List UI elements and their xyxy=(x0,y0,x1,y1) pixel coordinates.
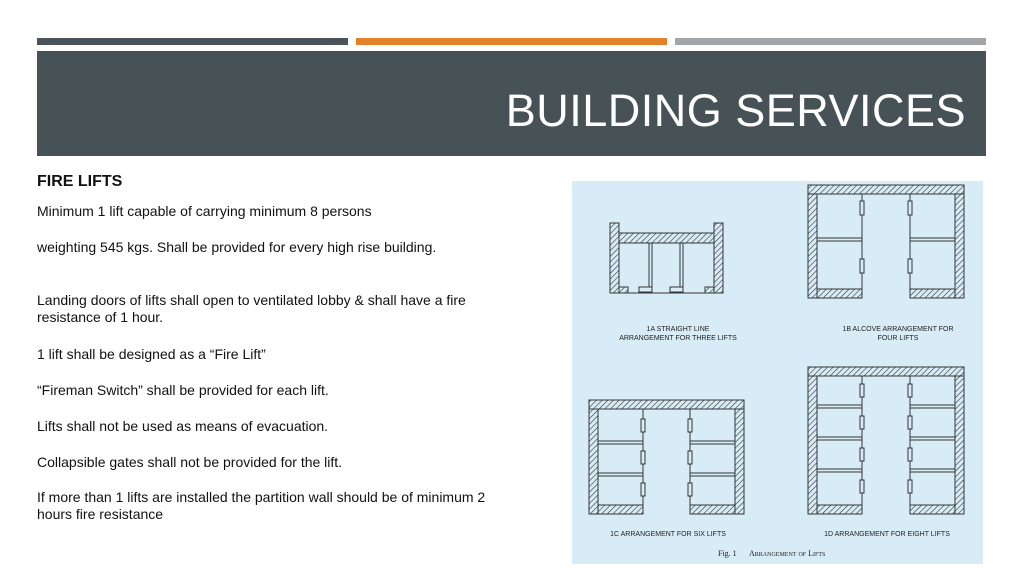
paragraph-7: Collapsible gates shall not be provided for the lift. xyxy=(37,454,343,470)
figure-title: Arrangement of Lifts xyxy=(749,549,826,558)
paragraph-4: 1 lift shall be designed as a “Fire Lift” xyxy=(37,346,266,362)
paragraph-6: Lifts shall not be used as means of evacuation. xyxy=(37,418,329,434)
caption-1a-line2: ARRANGEMENT FOR THREE LIFTS xyxy=(619,335,737,342)
caption-1c: 1C ARRANGEMENT FOR SIX LIFTS xyxy=(610,531,726,538)
paragraph-3: Landing doors of lifts shall open to ventilated lobby & shall have a fire resistance of 1 hour. xyxy=(37,292,466,325)
paragraph-2: weighting 545 kgs. Shall be provided for every high rise building. xyxy=(37,239,437,255)
diagram-1c xyxy=(589,400,744,514)
caption-1b-line1: 1B ALCOVE ARRANGEMENT FOR xyxy=(842,326,954,333)
lift-arrangement-figure xyxy=(572,181,983,564)
lift-arrangement-drawing xyxy=(572,181,983,564)
section-heading: FIRE LIFTS xyxy=(37,173,123,190)
paragraph-5: “Fireman Switch” shall be provided for each lift. xyxy=(37,382,329,398)
caption-1a-line1: 1A STRAIGHT LINE xyxy=(646,326,710,333)
paragraph-8: If more than 1 lifts are installed the partition wall should be of minimum 2 hours fire resistance xyxy=(37,489,486,522)
diagram-1d xyxy=(808,367,964,514)
diagram-1b xyxy=(808,185,964,298)
slide-title: BUILDING SERVICES xyxy=(505,85,966,136)
caption-1b-line2: FOUR LIFTS xyxy=(877,335,919,342)
diagram-1a xyxy=(610,223,723,293)
paragraph-1: Minimum 1 lift capable of carrying minimum 8 persons xyxy=(37,203,372,219)
accent-bar-dark xyxy=(37,38,348,45)
accent-bar-orange xyxy=(356,38,667,45)
figure-label: Fig. 1 xyxy=(718,549,737,558)
accent-bar-grey xyxy=(675,38,986,45)
caption-1d: 1D ARRANGEMENT FOR EIGHT LIFTS xyxy=(824,531,950,538)
title-band xyxy=(37,51,986,156)
